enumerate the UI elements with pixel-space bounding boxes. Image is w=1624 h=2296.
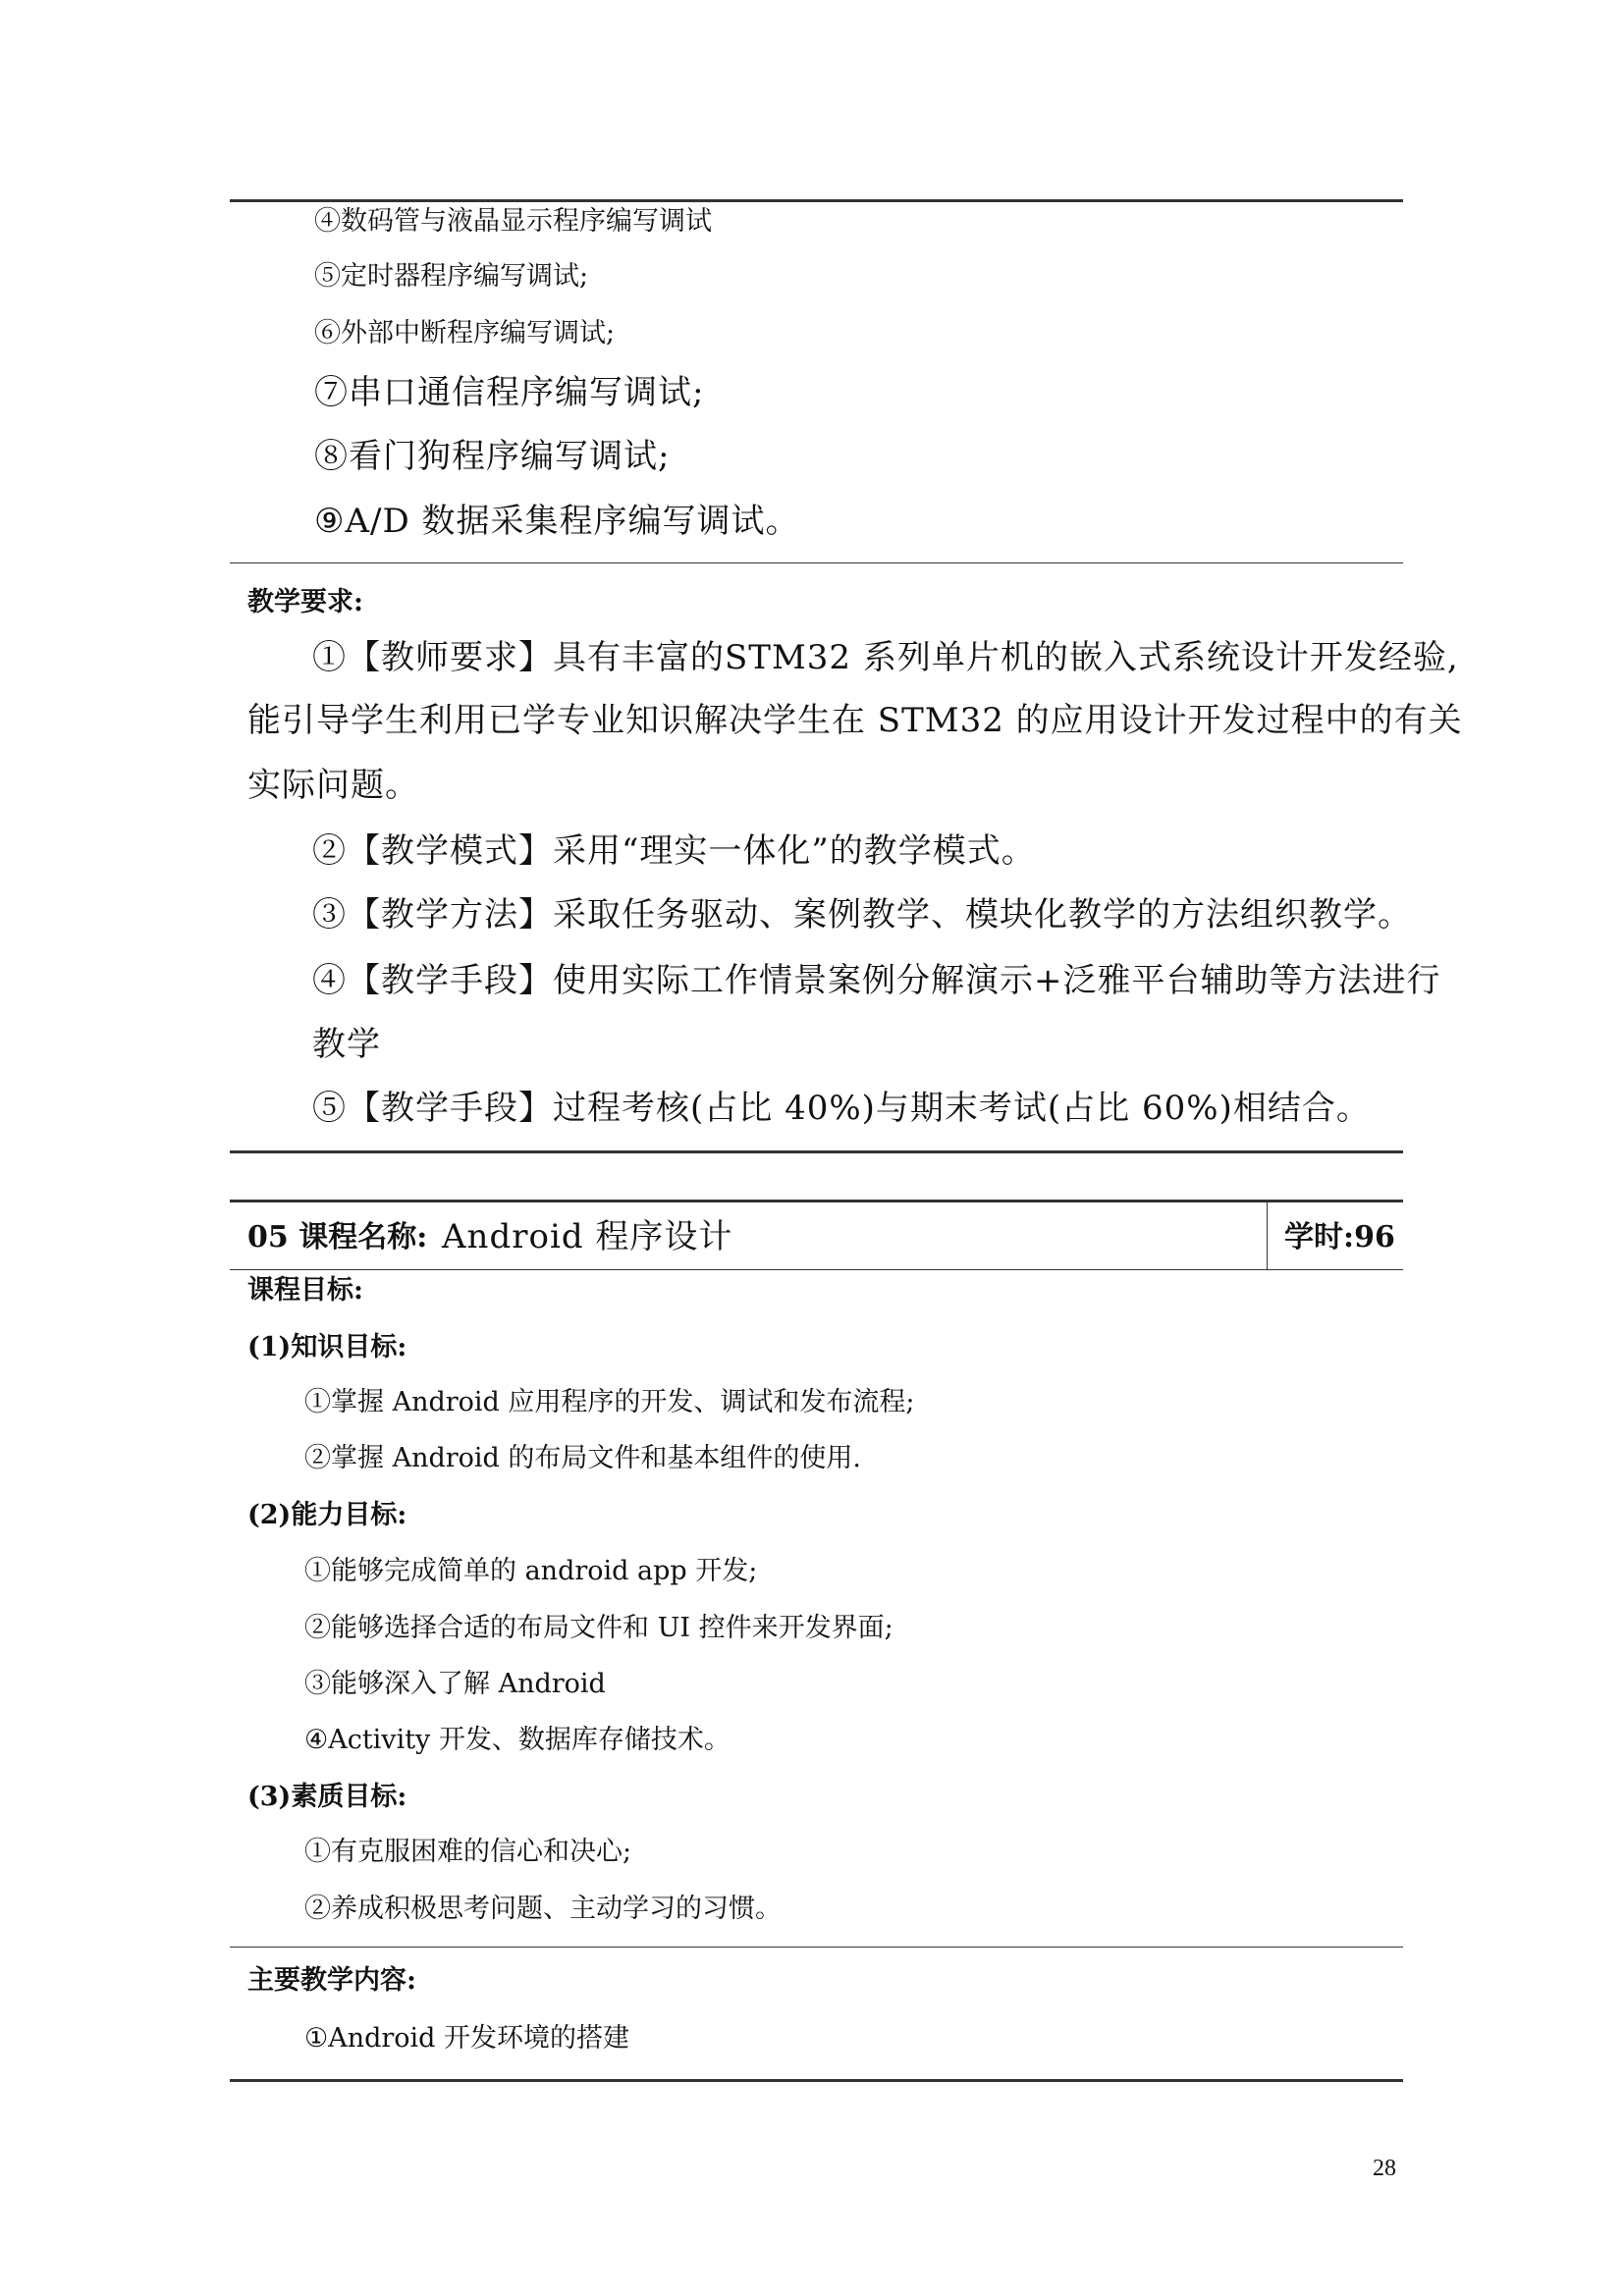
list-item: ⑨A/D 数据采集程序编写调试。 — [314, 502, 800, 541]
ability-item: ②能够选择合适的布局文件和 UI 控件来开发界面; — [304, 1613, 893, 1643]
knowledge-item: ②掌握 Android 的布局文件和基本组件的使用. — [304, 1443, 861, 1473]
quality-item: ①有克服困难的信心和决心; — [304, 1837, 632, 1867]
course-header-rule — [230, 1269, 1403, 1270]
bottom-rule — [230, 2079, 1403, 2082]
requirement-line: ④【教学手段】使用实际工作情景案例分解演示+泛雅平台辅助等方法进行 — [312, 961, 1441, 1000]
ability-item: ④Activity 开发、数据库存储技术。 — [304, 1725, 731, 1755]
quality-item: ②养成积极思考问题、主动学习的习惯。 — [304, 1894, 782, 1924]
list-item: ⑤定时器程序编写调试; — [314, 261, 589, 292]
ability-heading: (2)能力目标: — [247, 1500, 407, 1530]
requirements-heading: 教学要求: — [247, 587, 363, 617]
course-top-rule — [230, 1200, 1403, 1202]
section-end-rule — [230, 1150, 1403, 1153]
goals-heading: 课程目标: — [247, 1275, 363, 1306]
page-number: 28 — [1373, 2156, 1396, 2181]
ability-item: ③能够深入了解 Android — [304, 1669, 606, 1699]
course-name-value: Android 程序设计 — [442, 1217, 733, 1256]
requirement-line: 实际问题。 — [247, 766, 419, 805]
requirement-line: ①【教师要求】具有丰富的STM32 系列单片机的嵌入式系统设计开发经验, — [312, 638, 1459, 677]
ability-item: ①能够完成简单的 android app 开发; — [304, 1556, 758, 1586]
quality-heading: (3)素质目标: — [247, 1782, 407, 1812]
requirement-line: 教学 — [312, 1025, 381, 1064]
requirement-line: 能引导学生利用已学专业知识解决学生在 STM32 的应用设计开发过程中的有关 — [247, 701, 1463, 740]
content-item: ①Android 开发环境的搭建 — [304, 2023, 630, 2054]
knowledge-item: ①掌握 Android 应用程序的开发、调试和发布流程; — [304, 1387, 915, 1417]
requirement-line: ②【教学模式】采用“理实一体化”的教学模式。 — [312, 831, 1036, 871]
list-item: ⑧看门狗程序编写调试; — [314, 437, 671, 476]
requirement-line: ⑤【教学手段】过程考核(占比 40%)与期末考试(占比 60%)相结合。 — [312, 1089, 1371, 1128]
course-name-label: 05 课程名称: — [247, 1220, 428, 1255]
knowledge-heading: (1)知识目标: — [247, 1332, 407, 1362]
content-divider — [230, 1947, 1403, 1948]
list-item: ④数码管与液晶显示程序编写调试 — [314, 206, 712, 237]
top-rule — [230, 199, 1403, 202]
list-item: ⑦串口通信程序编写调试; — [314, 373, 705, 412]
hours-cell-divider — [1267, 1200, 1268, 1269]
requirement-line: ③【教学方法】采取任务驱动、案例教学、模块化教学的方法组织教学。 — [312, 895, 1412, 934]
content-heading: 主要教学内容: — [247, 1965, 416, 1996]
section-divider — [230, 562, 1403, 563]
course-hours: 学时:96 — [1284, 1220, 1395, 1255]
list-item: ⑥外部中断程序编写调试; — [314, 318, 616, 348]
